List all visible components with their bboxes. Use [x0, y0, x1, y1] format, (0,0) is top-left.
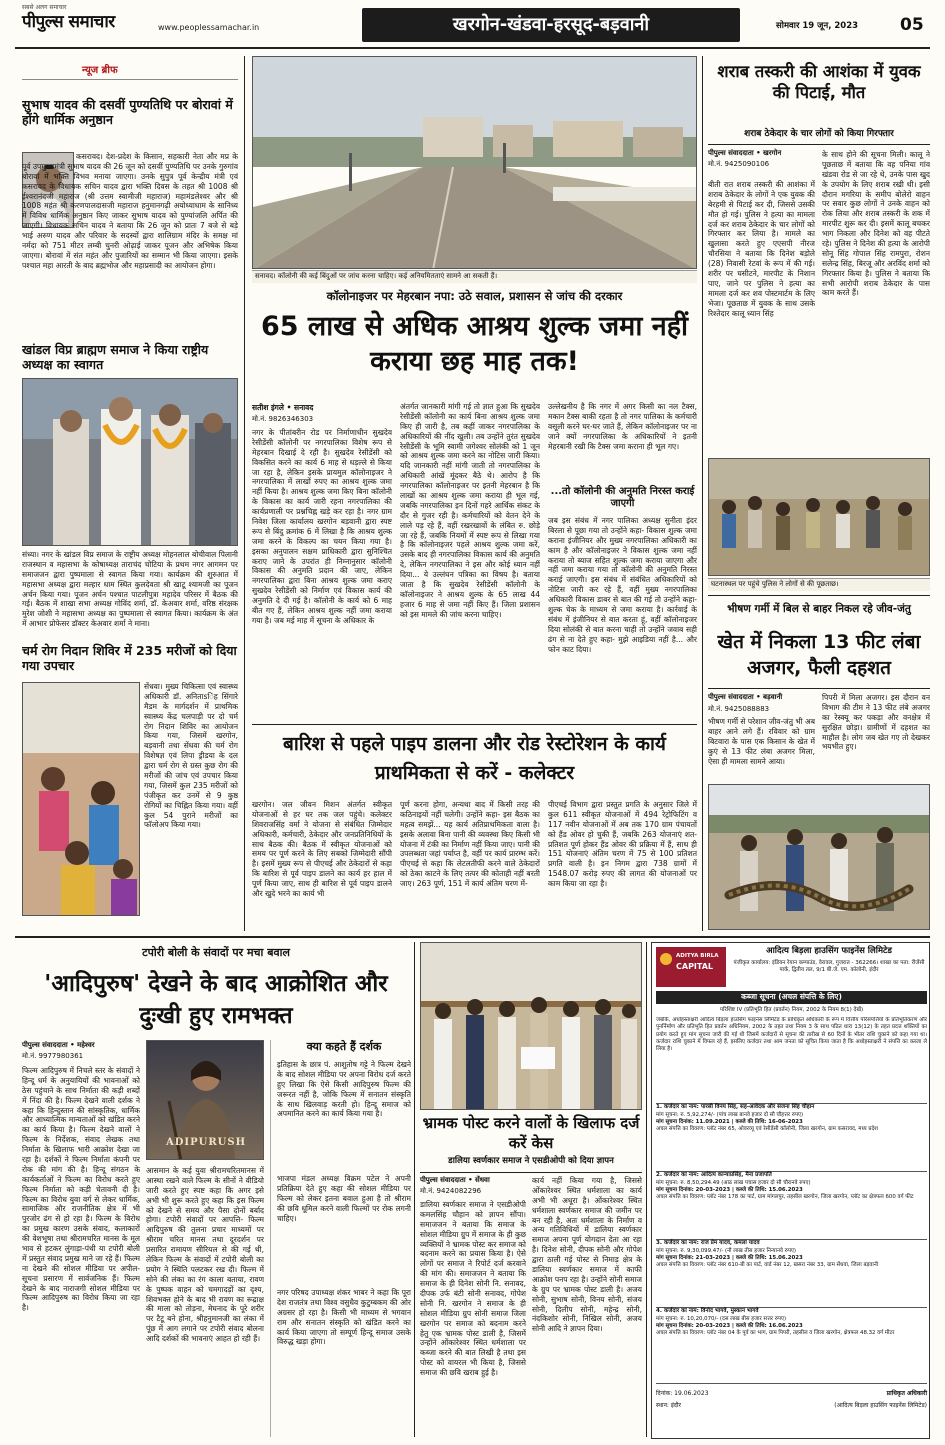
- sun-logo-icon: [660, 953, 672, 965]
- left-column-divider: [244, 56, 245, 931]
- notice-rule-ref: परिशिष्ट IV (प्रतिभूति हित (प्रवर्तन) नियम, 2002 के नियम 8(1) देखें): [719, 1007, 864, 1013]
- loan-title: 4. कर्जदार का नाम: विनोद भागवे, मुस्कान भागवे: [656, 1308, 759, 1314]
- signatory: प्राधिकृत अधिकारी: [886, 1390, 927, 1397]
- brief3-headline: चर्म रोग निदान शिविर में 235 मरीजों को दिया गया उपचार: [22, 643, 237, 673]
- brief1-headline: सुभाष यादव की दसवीं पुण्यतिथि पर बोरावां में होंगे धार्मिक अनुष्ठान: [22, 97, 233, 127]
- tagline: सबसे अलग समाचार: [22, 4, 67, 11]
- adipurush-headline: 'आदिपुरुष' देखने के बाद आक्रोशित और दुःखी हुए रामभक्त: [44, 971, 388, 1030]
- website: www.peoplessamachar.in: [158, 23, 260, 32]
- bottom-section-rule: [15, 936, 930, 938]
- colonizer-kicker: कॉलोनाइजर पर मेहरबान नपा: उठे सवाल, प्रशासन से जांच की दरकार: [326, 289, 623, 303]
- viewer-quote-2: भाजपा मंडल अध्यक्ष विक्रम पटेल ने अपनी प्रतिक्रिया देते हुए कहा की सोशल मीडिया पर फिल्म को लेकर इतना बवाल हुआ है तो श्रीराम की छवि धूमिल करने वाली फिल्मों पर रोक लगनी चाहिए।: [277, 1174, 411, 1223]
- goldsmith-mobile: मो.नं. 9424082296: [420, 1187, 482, 1195]
- python-kicker: भीषण गर्मी में बिल से बाहर निकल रहे जीव-जंतु: [727, 603, 911, 615]
- loan-dates: मांग सूचना दिनांक: 21-03-2023 | कब्जे की तिथि: 15.06.2023: [656, 1254, 803, 1261]
- colonizer-col3b: जब इस संबंध में नगर पालिका अध्यक्ष सुनीता इंदर बिरला से पूछा गया तो उन्होंने कहा- विकास शुल्क जमा कराना इंजीनियर और मुख्य नगरपालिका अधिकारी का काम है और कॉलोनाइजर ने विकास शुल्क जमा नहीं कराया तो ब्याज सहित शुल्क जमा कराया जाएगा और नहीं जमा कराया गया तो कॉलोनी की अनुमति निरस्त कराई जाएगी। इस संबंध में संबंधित अधिकारियों को नोटिस जारी कर रहे हैं, वहीं मुख्य नगरपालिका अधिकारी विकास डाबर से बात की गई तो उन्होंने कहा- शुल्क चेक के माध्यम से जमा कराया है। कार्रवाई के संबंध में इंजीनियर से बात करता हूं, वहीं कॉलोनाइजर दिया सोलंकी से बात करना चाही तो उन्होंने जवाब सही ढंग से ना देते हुए कहा- मुझे आइडिया नहीं है... और फोन काट दिया।: [548, 516, 697, 654]
- brief2-caption: संध्या। नगर के खांडल विप्र समाज के राष्ट्रीय अध्यक्ष मोहनलाल बोचीवाल पिलानी राजस्थान व महासभा के कोषाध्यक्ष ताराचंद चोटिया के प्रथम नगर आगमन पर समाजजन द्वारा पुष्पमाला से स्वागत किया गया। कार्यक्रम की शुरुआत में महासभा अध्यक्ष द्वारा मल्हार धाम स्थित कुलदेवता श्री खाटू श्यामजी का पूजन अर्चन किया गया। पूजन अर्चन पश्चात पाटलीपुत्रा महादेव परिसर में बैठक की गई। बैठक में शाखा सभा अध्यक्ष गोविंद शर्मा, डॉ. केअवार शर्मा, वरिष्ठ संरक्षक मुरेश जोशी ने महासभा अध्यक्ष का पुष्पमाला से स्वागत किया। कार्यक्रम के अंत में आभार प्रोफेसर डॉक्टर केअवार शर्मा ने माना।: [22, 550, 238, 629]
- brand-logo-block: [656, 947, 726, 987]
- loan-dates: मांग सूचना दिनांक: 20-03-2023 | कब्जे की तिथि: 15.06.2023: [656, 1186, 803, 1193]
- masthead: [0, 0, 945, 48]
- adipurush-byline: पीपुल्स संवाददाता • महेश्वर: [22, 1041, 95, 1049]
- notice-title: कब्जा सूचना (अचल संपत्ति के लिए): [741, 992, 842, 1001]
- collector-col3: पीएचई विभाग द्वारा प्रस्तुत प्रगति के अनुसार जिले में कुल 611 स्वीकृत योजनाओं में 494 रेट्रोफिटिंग व 117 नवीन योजनाओं में अब तक 170 ग्राम पंचायतों को हैंड ओवर हो चुकी हैं, जबकि 263 योजनाएं शत-प्रतिशत पूर्ण होकर हैंड ओवर की प्रक्रिया में हैं, साथ ही 151 योजनाएं अंतिम चरण में 75 से 100 प्रतिशत प्रगति वाली है। इन निगम द्वारा 738 ग्रामों में 1548.07 करोड़ रुपए की लागत की योजनाओं पर काम किया जा रहा है।: [548, 800, 697, 889]
- section-banner: [362, 8, 740, 42]
- loan-dates: मांग सूचना दिनांक: 11.09.2021 | कब्जे की तिथि: 16-06-2023: [656, 1118, 803, 1125]
- news-brief-label: न्यूज ब्रीफ: [82, 65, 118, 76]
- adipurush-poster: [146, 1040, 264, 1160]
- colonizer-mobile: मो.नं. 9826346303: [252, 415, 314, 423]
- colonizer-headline: 65 लाख से अधिक आश्रय शुल्क जमा नहीं कराया छह माह तक!: [260, 311, 689, 377]
- python-col1: भीषण गर्मी से परेशान जीव-जंतु भी अब बाहर आने लगे हैं। रविवार को ग्राम बिटवारा के पास एक किसान के खेत में कुएं से 13 फीट लंबा अजगर मिला, ऐसा ही मामला सामने आया।: [708, 717, 815, 766]
- loan-title: 1. कर्जदार का नाम: पारसी विनय सिंह, सह-आवेदक और संजना सिंह चौहान: [656, 1104, 815, 1110]
- brief2-headline: खांडल विप्र ब्राह्मण समाज ने किया राष्ट्रीय अध्यक्ष का स्वागत: [22, 342, 209, 372]
- python-col2: पिपरी में मिला अजगर। इस दौरान वन विभाग की टीम ने 13 फीट लंबे अजगर का रेस्क्यू कर पकड़ा और वनक्षेत्र में सुरक्षित छोड़ा। ग्रामीणों में दहशत का माहौल है। लोग जब खेत गए तो देखकर भयभीत हुए।: [822, 693, 930, 752]
- liquor-mobile: मो.नं. 9425090106: [708, 160, 770, 168]
- goldsmith-byline: पीपुल्स संवाददाता • सेंधवा: [420, 1176, 490, 1184]
- python-headline: खेत में निकला 13 फीट लंबा अजगर, फैली दहशत: [717, 631, 921, 679]
- goldsmith-rule: [420, 1172, 642, 1173]
- loan-demand: मांग सूचना: रु. 8,50,294.49 (आठ लाख पचास हजार दो सौ चौरानवे रुपए): [656, 1179, 811, 1186]
- viewers-box-title: क्या कहते हैं दर्शक: [306, 1040, 382, 1053]
- goldsmith-headline: भ्रामक पोस्ट करने वालों के खिलाफ दर्ज करें केस: [422, 1114, 640, 1153]
- notice-date: दिनांक: 19.06.2023: [656, 1390, 709, 1397]
- masthead-rule: [15, 47, 930, 49]
- liquor-col1: बीती रात शराब तस्करी की आशंका में शराब ठेकेदार के लोगों ने एक युवक की बेरहमी से पिटाई कर दी, जिससे उसकी मौत हो गई। पुलिस ने हत्या का मामला दर्ज कर शराब ठेकेदार के चार लोगों को गिरफ्तार कर लिया है। मामले का खुलासा करते हुए एएसपी नीरज चौरसिया ने बताया कि दिनेश बड़ोले (28) निवासी रेटवां के रूप में की गई। शरीर पर घसीटने, मारपीट के निशान पाए, जाने पर पुलिस ने हत्या का मामला दर्ज कर शव पोस्टमार्टम के लिए भेजा। पूछताछ में युवक के साथ उसके रिश्तेदार कालू ध्यान सिंह: [708, 180, 815, 318]
- loan-entry: [656, 1239, 927, 1305]
- poster-title: ADIPURUSH: [165, 1137, 247, 1148]
- loan-entry: [656, 1171, 927, 1237]
- viewers-box: [270, 1040, 410, 1437]
- aditya-birla-notice: [651, 942, 930, 1439]
- camp-photo: [22, 682, 140, 916]
- notice-place: स्थान: इंदौर: [656, 1402, 682, 1409]
- loan-property: अचल संपत्ति का विवरण: प्लॉट नंबर 610-बी का पार्ट, वार्ड नंबर 12, खसरा नंबर 33, ग्राम सेंधवा, जिला बड़वानी: [656, 1262, 879, 1269]
- police-crowd-photo: [708, 458, 930, 576]
- section-title: खरगोन-खंडवा-हरसूद-बड़वानी: [452, 14, 650, 35]
- adipurush-kicker: टपोरी बोली के संवादों पर मचा बवाल: [142, 946, 290, 959]
- ad-company-name: आदित्य बिड़ला हाउसिंग फाइनेंस लिमिटेड: [766, 946, 892, 956]
- loan-title: 3. कर्जदार का नाम: राज प्रेम यादव, कमला यादव: [656, 1240, 760, 1246]
- signatory-company: (आदित्य बिड़ला हाउसिंग फाइनेंस लिमिटेड): [834, 1402, 927, 1409]
- goldsmith-col1: डालिया स्वर्णकार समाज ने एसडीओपी कमलसिंह चौहान को ज्ञापन सौंपा। समाजजन ने बताया कि समाज के सोशल मीडिया ग्रुप में समाज के ही कुछ व्यक्तियों ने भ्रामक पोस्ट कर समाज को बदनाम करने का प्रयास किया है। ऐसे लोगों पर समाज ने रिपोर्ट दर्ज करवाने की मांग की। समाजजन ने बताया कि समाज के ही दिनेश सोनी नि. सनावद, दीपक उर्फ बंटी सोनी सनावद, गोपेश सोनी नि. खरगोन ने समाज के ही सोशल मीडिया ग्रुप सोनी समाज जिला खरगोन पर समाज को बदनाम करने हेतु एक भ्रामक पोस्ट डाली है, जिसमें उन्होंने ओंकारेश्वर स्थित धर्मशाला पर कब्जा करने की बात लिखी है तथा इस पोस्ट को वायरल भी किया है, जिससे समाज की छवि खराब हुई है।: [420, 1200, 526, 1378]
- brief3-body: सेंधवा। मुख्य चिकित्सा एवं स्वास्थ्य अधिकारी डॉ. अनिताsिंह सिंगारे मैडम के मार्गदर्शन में प्राथमिक स्वास्थ्य केंद्र चलपाड़ी पर दो चर्म रोग निदान शिविर का आयोजन किया गया, जिसमें खरगोन, बड़वानी तथा सेंधवा की चर्म रोग विशेषज्ञ एवं लिपा ड्रीडया के दल द्वारा चर्म रोग से ग्रस्त कुछ रोग की मरीजों की जांच एवं उपचार किया गया, जिसमें कुल 235 मरीजों को पंजीकृत कर उनमें से 9 कुष्ठ रोगियों का चिह्नित किया गया। वहीं कुल 54 पुराने मरीजों का फॉलोअप किया गया।: [144, 682, 238, 830]
- memorandum-photo: [420, 942, 642, 1110]
- python-rescue-photo: [708, 784, 930, 930]
- issue-date: सोमवार 19 जून, 2023: [776, 21, 859, 31]
- loan-title: 2. कर्जदार का नाम: आदित्य कान्याप्रसिंह, मैना प्रजापति: [656, 1172, 772, 1178]
- bottom-divider-1: [414, 942, 415, 1437]
- liquor-byline: पीपुल्स संवाददाता • खरगोन: [708, 149, 782, 157]
- liquor-headline: शराब तस्करी की आशंका में युवक की पिटाई, मौत: [717, 62, 921, 103]
- bottom-divider-2: [646, 942, 647, 1437]
- loan-dates: मांग सूचना दिनांक: 20-03-2023 | कब्जे की तिथि: 16.06.2023: [656, 1322, 803, 1329]
- adipurush-col1: फिल्म आदिपुरुष में निचले स्तर के संवादों ने हिन्दू धर्म के अनुयायियों की भावनाओं को ठेस पहुंचाने के साथ निर्माता की कड़ी शब्दों में निंदा की है। फिल्म देखने वाली दर्शक ने कहा कि हिन्दुस्तान की सांस्कृतिक, धार्मिक और आध्यात्मिक मान्यताओं को खंडित करने का कार्य किया है। फिल्म देखने वालों ने फिल्म के निर्देशक, संवाद लेखक तथा निर्माता के खिलाफ भारी आक्रोश देखा जा रहा है। दर्शकों ने फिल्म निर्माता कंपनी पर रोक की मांग की है। हिन्दू संगठन के कार्यकर्ताओं ने फिल्म का विरोध करते हुए फिल्म निर्माता को कड़ी चेतावनी दी है। फिल्म का विरोध युवा वर्ग से लेकर धार्मिक, सामाजिक और राजनीतिक क्षेत्र में भी पुरजोर ढंग से हो रहा है। फिल्म के विरोध का प्रमुख कारण उसके संवाद, कलाकारों की वेशभूषा तथा श्रीरामचरित मानस के मूल भाव से हटकर लुंगाड़ा-पंथी या टपोरी बोली में प्रस्तुत संवाद प्रमुख माने जा रहे हैं। फिल्म ना देखने की सोशल मीडिया पर अपील- सूचना प्रसारण में सार्वजनिक हैं। फिल्म देखने के बाद नाराजगी सोशल मीडिया पर फिल्म आदिपुरुष का विरोध किया जा रहा है।: [22, 1066, 140, 1313]
- collector-col2: पूर्ण करना होगा, अन्यथा बाद में किसी तरह की कठिनाइयों नहीं चलेगी। उन्होंने कहा- इस बैठक का महत्व समझें... यह कार्य अतिप्राथमिकता वाला है। इसके अलावा बिना पानी की व्यवस्था किए किसी भी योजना में टंकी का निर्माण नहीं किया जाए। पानी की उपलब्धता जहां पर्याप्त है, वहीं पर कार्य प्रारम्भ करें। पीएचई से कहा कि लेटलतीफी करने वाले ठेकेदारों को ठेका काटने के लिए तत्पर की कोताही नहीं बरती जाए। 263 पूर्ण, 151 में कार्य अंतिम चरण में-: [400, 800, 540, 889]
- adipurush-mobile: मो.नं. 9977980361: [22, 1052, 84, 1060]
- loan-property: अचल संपत्ति का विवरण: प्लॉट नंबर 65, ओवरव्यू एवं रेसीडेंसी कॉलोनी, जिला खरगोन, ग्राम कसरावद, मध्य प्रदेश: [656, 1126, 878, 1133]
- news-brief-label-box: [22, 60, 238, 80]
- colonizer-col3a: उल्लेखनीय है कि नगर में अगर किसी का नल टैक्स, मकान टैक्स बाकी रहता है तो नगर पालिका के कर्मचारी वसूली करने घर-घर जाते हैं, लेकिन कॉलोनाइजर पर ना जाने क्यों नगरपालिका के अधिकारियों ने इतनी मेहरबानी रखी कि टैक्स जमा कराना ही भूल गए।: [548, 402, 697, 451]
- loan-property: अचल संपत्ति का विवरण: प्लॉट नंबर 04 के पूर्व का भाग, ग्राम पिपरी, तहसील व जिला खरगोन, क्षेत्रफल 48.32 वर्ग मीटर: [656, 1330, 895, 1337]
- liquor-rule: [708, 144, 930, 145]
- liquor-photo-caption: घटनास्थल पर पहुंचे पुलिस ने लोगों से की पूछताछ।: [708, 578, 930, 591]
- colonizer-col1: नगर के पीतांबरीन रोड पर निर्माणाधीन सुखदेव रेसीडेंसी कॉलोनी पर नगरपालिका विशेष रूप से मेहरबान दिखाई दे रही है। सुखदेव रेसीडेंसी को विकसित करने का कार्य 6 माह से धड़ल्ले से किया जा रहा है, लेकिन इसके प्रायमुल कॉलोनाइजर ने नगरपालिका में लाखों रुपए का आश्रय शुल्क जमा नहीं किया है। आश्रय शुल्क जमा किए बिना कॉलोनी के विकास का कार्य जारी रहना नगरपालिका की कार्यप्रणाली पर प्रश्नचिह्न खड़े कर रहा है। नगर ग्राम निवेश जिला कार्यालय खरगोन बड़वानी द्वारा स्पष्ट रूप से बिंदु क्रमांक 6 में लिखा है कि आश्रय शुल्क जमा करने के विकल्प का चयन किया गया है। इसका अनुपालन सक्षम प्राधिकारी द्वारा सुनिश्चित कराए जाने के उपरांत ही निम्नानुसार कॉलोनी विकास की अनुमति प्रदान की जाए, लेकिन नगरपालिका द्वारा बिना आश्रय शुल्क जमा कराए सुखदेव रेसीडेंसी को निर्माण एवं विकास कार्य की अनुमति दे दी गई है। कॉलोनी के कार्य को 6 माह बीत गए हैं, लेकिन आश्रय शुल्क नहीं जमा कराया गया है। जब मई माह में सूचना के अधिकार के: [252, 428, 392, 625]
- loan-entry: [656, 1103, 927, 1169]
- brand-line-1: ADITYA BIRLA: [676, 953, 719, 959]
- collector-headline: बारिश से पहले पाइप डालना और रोड रेस्टोरेशन के कार्य प्राथमिकता से करें - कलेक्टर: [283, 733, 666, 785]
- khandal-samaj-photo: [22, 378, 238, 546]
- center-divider-1: [252, 724, 697, 725]
- goldsmith-subhead: डालिया स्वर्णकार समाज ने एसडीओपी को दिया ज्ञापन: [448, 1156, 614, 1166]
- liquor-subhead: शराब ठेकेदार के चार लोगों को किया गिरफ्तार: [744, 129, 894, 139]
- viewer-quote-3: नगर परिषद उपाध्यक्ष शंकर भाबर ने कहा कि पूरा देश राजतंत्र तथा विश्व वसुधैव कुटुम्बकम की ओर अग्रसर हो रहा है। किसी भी माध्यम से भगवान राम और सनातन संस्कृति को खंडित करने का कार्य किया जाएगा तो सम्पूर्ण हिन्दू समाज उसके विरुद्ध खड़ा होगा।: [277, 1288, 411, 1347]
- notice-footer: [656, 1383, 927, 1435]
- center-right-divider: [702, 56, 703, 931]
- loan-entry: [656, 1307, 927, 1379]
- loan-demand: मांग सूचना: रु. 9,30,099.47/- (नौ लाख तीस हजार निन्यानवे रुपए): [656, 1247, 797, 1254]
- python-mobile: मो.नं. 9425088883: [708, 705, 770, 713]
- loan-property: अचल संपत्ति का विवरण: प्लॉट नंबर 178 का पार्ट, ग्राम मांगलपुर, तहसील खरगोन, जिला खरगोन, प्लॉट का क्षेत्रफल 600 वर्ग फीट: [656, 1194, 914, 1201]
- notice-title-bar: [656, 991, 927, 1004]
- page-number: 05: [900, 15, 924, 35]
- newspaper-logo: पीपुल्स समाचार: [22, 12, 115, 32]
- right-divider-1: [708, 595, 930, 596]
- ad-address: पंजीकृत कार्यालय: इंडियन रेयान कम्पाउंड, वेरावल, गुजरात - 362266। शाखा का पता: रीजेंसी पार्क, द्वितीय तल, 9/1 बी.जे. एम. कॉलोनी, इंदौर: [733, 960, 925, 974]
- colonizer-col2: अंतर्गत जानकारी मांगी गई तो ज्ञात हुआ कि सुखदेव रेसीडेंसी कॉलोनी का कार्य बिना आश्रय शुल्क जमा किए ही जारी है, तब कहीं जाकर नगरपालिका के अधिकारियों की नींद खुली। तब उन्होंने तुरंत सुखदेव रेसीडेंसी के भूमि स्वामी जगेश्वर सोलंकी को 1 जून को आश्रय शुल्क जमा करने का नोटिस जारी किया। यदि जानकारी नहीं मांगी जाती तो नगरपालिका के अधिकारी आंखें मूंदकर बैठे थे। आरोप है कि नगरपालिका कॉलोनाइजर पर इतनी मेहरबान है कि लाखों का आश्रय शुल्क जमा कराया ही भूल गई, जबकि नगरपालिका इन दिनों गहरे आर्थिक संकट के दौर से गुजर रही है। कर्मचारियों को वेतन देने के लाले पड़ रहे हैं, वहीं रखरखावों के लंबित रु. छोड़े जा रहे हैं, जबकि नियमों में स्पष्ट रूप से लिखा गया है कि कॉलोनाइजर पहले आश्रय शुल्क जमा करें, उसके बाद ही नगरपालिका विकास कार्य की अनुमति दे, लेकिन नगरपालिका ने इस और कोई ध्यान नहीं दिया... ये उल्लंघन पत्रिका का विषय है। बताया जाता है कि सुखदेव रेसीडेंसी कॉलोनी के कॉलोनाइजर ने आश्रय शुल्क के 65 लाख 44 हजार 6 माह से जमा नहीं किए हैं। जिला प्रशासन को इस मामले की जांच करना चाहिए।: [400, 402, 540, 619]
- python-rule: [708, 688, 930, 689]
- colony-road-photo: [252, 56, 697, 269]
- colonizer-subhead: ...तो कॉलोनी की अनुमति निरस्त कराई जाएगी: [550, 486, 695, 509]
- brief1-body: कसरावद। देश-प्रदेश के किसान, सहकारी नेता और मप्र के पूर्व उपमुख्यमंत्री सुभाष यादव की 26 जून को दसवीं पुण्यतिथि पर उनके गुरुगांव बोरावां में भक्ति विभव मनाया जाएगा। उनके सुपुत्र पूर्व केन्द्रीय मंत्री एवं कसरावद के विधायक सचिन यादव द्वारा भक्ति दिवस के तहत श्री 1008 श्री ईश्वरानंदजी महाराज (श्री उत्तम स्वामीजी महाराज) महामंडलेश्वर और श्री 1008 महंत श्री करणपालदासजी महाराज हनुमानगढ़ी अयोध्याधाम के सानिध्य में विविध धार्मिक अनुष्ठान किए जाकर सुभाष यादव को पुण्यांजलि अर्पित की जाएगी। विधायक सचिन यादव ने बताया कि 26 जून को प्रातः 7 बजे से बड़े भाई अरुण यादव और परिवार के सदस्यों द्वारा शालिग्राम मंदिर के समक्ष मां नर्मदा को 751 मीटर लम्बी चुनरी ओढ़ाई जाकर पूजन और अभिषेक किया जाएगा। बोरावां में संत महंत और पुजारियों का सम्मान भी किया जाएगा। इसके पश्चात महा आरती के बाद ब्रह्मभोज और महाप्रसादी का आयोजन होगा।: [22, 152, 238, 270]
- notice-intro: जबकि, अधोहस्ताक्षरी आदित्य बिड़ला हाउसिंग फाइनेंस लिमिटेड के प्राधिकृत अधिकारी के रूप में वित्तीय परिसंपत्तियों के प्रतिभूतिकरण और पुनर्निर्माण और प्रतिभूति हित प्रवर्तन अधिनियम, 2002 के तहत तथा नियम 3 के साथ पठित धारा 13(12) के तहत प्रदत्त शक्तियों का प्रयोग करते हुए मांग सूचना जारी की गई थी जिसमें कर्जदारों से सूचना की तारीख से 60 दिनों के भीतर राशि चुकाने को कहा गया था। कर्जदार राशि चुकाने में विफल रहे हैं, इसलिए कर्जदार तथा आम जनता को सूचित किया जाता है कि अधोहस्ताक्षरी ने संपत्ति का कब्जा ले लिया है।: [656, 1017, 927, 1053]
- viewer-quote-1: इतिहास के छात्र पं. आशुतोष गट्टे ने फिल्म देखने के बाद सोशल मीडिया पर अपना विरोध दर्ज करते हुए लिखा कि ऐसे किसी आदिपुरुष फिल्म की जरूरत नहीं है, जोकि फिल्म में सनातन संस्कृति के साथ खिलवाड़ करती हो। हिन्दू समाज को अपमानित करने का कार्य किया गया है।: [277, 1060, 411, 1119]
- brand-line-2: CAPITAL: [676, 962, 714, 971]
- liquor-col2: के साथ होने की सूचना मिली। कालू ने पूछताछ में बताया कि वह पनिया गांव खंडवा रोड से जा रहे थे, उनके पास खुद के उपयोग के लिए शराब रखी थी। इसी दौरान मगरिया के समीप बोलेरो वाहन पर सवार कुछ लोगों ने उनके वाहन को रोक लिया और शराब तस्करी के शक में मारपीट शुरू कर दी। इसमें कालू बचकर भाग निकला और दिनेश को वह पीटते रहे। पुलिस ने दिनेश की हत्या के आरोपी सोनू सिंह गोपाल सिंह रामपुरा, रोशन सलेन्द्र सिंह, बिरजू और अरविंद शर्मा को गिरफ्तार किया है। पुलिस ने बताया कि सभी आरोपी शराब ठेकेदार के पास काम करते हैं।: [822, 150, 930, 298]
- adipurush-col2: आसमान के कई युवा श्रीरामचरितमानस में आस्था रखने वाले फिल्म के सीनों ने वीडियो जारी करते हुए स्पष्ट कहा कि अगर इसे अभी भी शुरू करते हुए कहा कि इस फिल्म को देखने से समय और पैसा दोनों बर्बाद होगा। टपोरी संवादों पर आपत्ति- फिल्म आदिपुरुष की तुलना प्रचार माध्यमों पर श्रीराम चरित मानस तथा दूरदर्शन पर प्रसारित रामायण सीरियल से की गई थी, लेकिन फिल्म के संवादों में टपोरी बोली का प्रयोग ने स्थिति पलटकर रख दी। फिल्म में सोने की लंका का रंग काला बताया, रावण के पुष्पक वाहन को चमगादड़ों का दृश्य, शिवभक्त होने के बाद भी रावण का रूद्राक्ष की माला को तोड़ना, मेघनाद के पूरे शरीर पर टैटू बने होना, श्रीहनुमानजी का लंका में पूंछ में आग लगाने पर टपोरी संवाद बोलना आदि दर्शकों की भावनाएं आहत हो रही हैं।: [146, 1166, 264, 1344]
- colony-photo-caption: सनावद। कॉलोनी की कई बिंदुओं पर जांच करना चाहिए। कई अनियमितताएं सामने आ सकती हैं।: [252, 270, 697, 283]
- goldsmith-col2: कार्य नहीं किया गया है, जिससे ओंकारेश्वर स्थित धर्मशाला का कार्य अभी भी अधूरा है। ओंकारेश्वर स्थित धर्मशाला स्वर्णकार समाज की जमीन पर बन रही है, अतः धर्मशाला के निर्माण व अन्य गतिविधियों में डालिया स्वर्णकार समाज अपना पूर्ण योगदान देता आ रहा है। दिनेश सोनी, दीपक सोनी और गोपेश द्वारा ठाली गई पोस्ट से निमाड़ क्षेत्र के डालिया स्वर्णकार समाज में काफी आक्रोश पनप रहा है। उन्होंने सोनी समाज के ग्रुप पर भ्रामक पोस्ट डाली है। अजय सोनी, सुभाष सोनी, विनय सोनी, संजय सोनी, दिलीप सोनी, महेन्द्र सोनी, नंदकिशोर सोनी, निखिल सोनी, अजय सोनी आदि ने ज्ञापन दिया।: [532, 1176, 642, 1334]
- python-byline: पीपुल्स संवाददाता • बड़वानी: [708, 693, 783, 701]
- loan-demand: मांग सूचना: रु. 10,20,070/- (दस लाख बीस हजार सत्तर रुपए): [656, 1315, 787, 1322]
- colonizer-byline: सतीश इंगले • सनावद: [252, 403, 314, 412]
- loan-demand: मांग सूचना: रु. 5,92,274/- (पांच लाख बानवे हजार दो सौ चौहत्तर रुपए): [656, 1111, 804, 1118]
- collector-col1: खरगोन। जल जीवन मिशन अंतर्गत स्वीकृत योजनाओं से हर घर तक जल पहुंचे। कलेक्टर शिवराजसिंह वर्मा ने योजना से संबंधित जिम्मेदार अधिकारी, कर्मचारी, ठेकेदार और जनप्रतिनिधियों के साथ बैठक की। बैठक में स्वीकृत योजनाओं को समय पर पूर्ण करने के लिए सबको जिम्मेदारी सौंपी है। इसमें मुख्य रूप से पीएचई और ठेकेदारों से कहा कि बारिश से पूर्व पाइप डालने का कार्य हर हाल में पूर्ण किया जाए, साथ ही बारिश से पूर्व पाइप डालने और खुदे भरने का कार्य भी: [252, 800, 392, 899]
